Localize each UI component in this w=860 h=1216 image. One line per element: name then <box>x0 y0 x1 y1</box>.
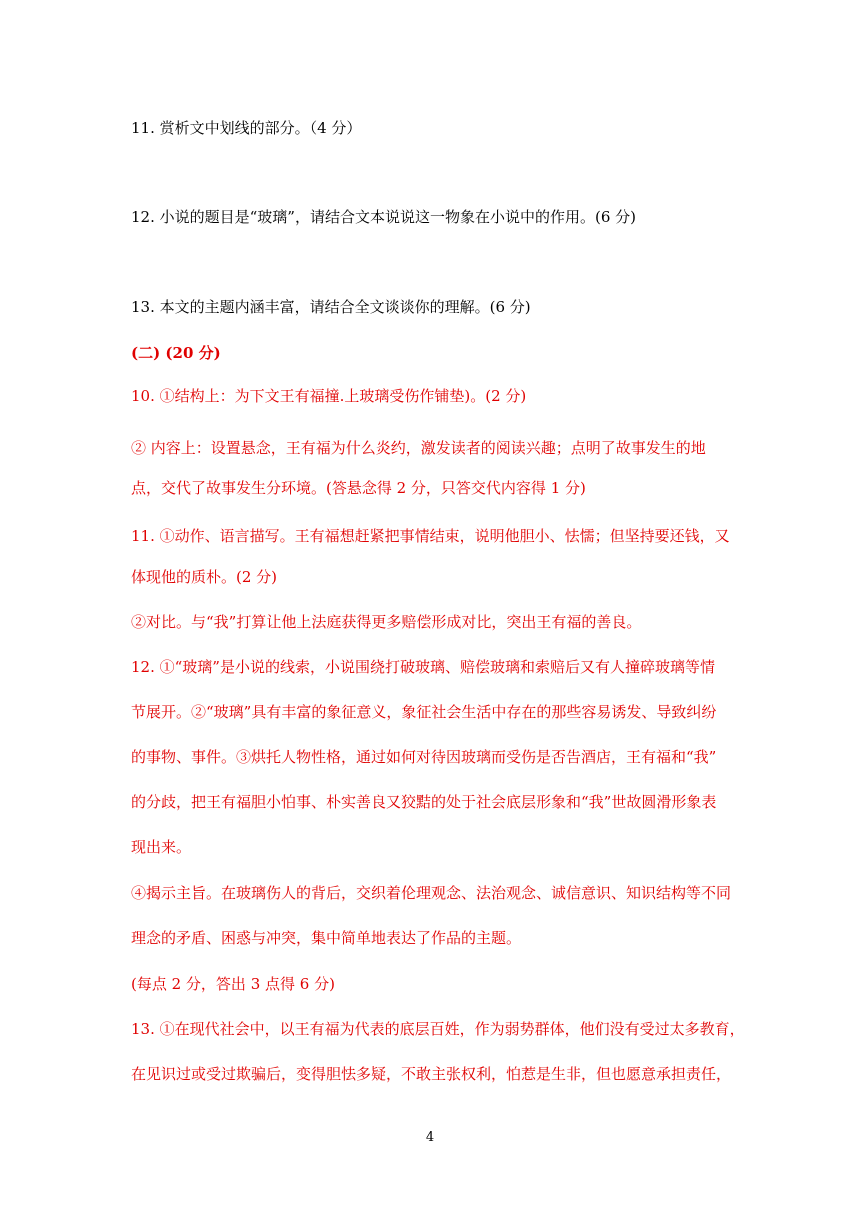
answer-12-line2: 节展开。②“玻璃”具有丰富的象征意义，象征社会生活中存在的那些容易诱发、导致纠纷 <box>131 703 717 721</box>
page-number: 4 <box>425 1130 435 1145</box>
question-13: 13. 本文的主题内涵丰富，请结合全文谈谈你的理解。(6 分) <box>131 298 531 316</box>
answer-11-part1-line1: 11. ①动作、语言描写。王有福想赶紧把事情结束，说明他胆小、怯懦；但坚持要还钱，又 <box>131 527 730 545</box>
answer-11-part1-line2: 体现他的质朴。(2 分) <box>131 568 278 586</box>
answer-12-line4: 的分歧，把王有福胆小怕事、朴实善良又狡黠的处于社会底层形象和“我”世故圆滑形象表 <box>131 793 717 811</box>
answer-11-part2: ②对比。与“我”打算让他上法庭获得更多赔偿形成对比，突出王有福的善良。 <box>131 613 642 631</box>
answer-10-part2-line1: ② 内容上：设置悬念，王有福为什么炎约，激发读者的阅读兴趣；点明了故事发生的地 <box>131 439 706 457</box>
answer-13-line1: 13. ①在现代社会中，以王有福为代表的底层百姓，作为弱势群体，他们没有受过太多教育， <box>131 1020 745 1038</box>
answer-12-scoring: (每点 2 分，答出 3 点得 6 分) <box>131 975 335 993</box>
answer-12-line7: 理念的矛盾、困惑与冲突，集中简单地表达了作品的主题。 <box>131 929 522 947</box>
question-11: 11. 赏析文中划线的部分。（4 分） <box>131 119 362 137</box>
answer-10-part1: 10. ①结构上：为下文王有福撞.上玻璃受伤作铺垫)。(2 分) <box>131 387 527 405</box>
answer-12-line3: 的事物、事件。③烘托人物性格，通过如何对待因玻璃而受伤是否告酒店，王有福和“我” <box>131 748 717 766</box>
answer-13-line2: 在见识过或受过欺骗后，变得胆怯多疑，不敢主张权利，怕惹是生非，但也愿意承担责任， <box>131 1065 732 1083</box>
answer-12-line6: ④揭示主旨。在玻璃伤人的背后，交织着伦理观念、法治观念、诚信意识、知识结构等不同 <box>131 884 732 902</box>
answer-10-part2-line2: 点，交代了故事发生分环境。(答悬念得 2 分，只答交代内容得 1 分) <box>131 479 586 497</box>
answer-section-heading: (二) (20 分) <box>131 344 221 362</box>
question-12: 12. 小说的题目是“玻璃”，请结合文本说说这一物象在小说中的作用。(6 分) <box>131 208 636 226</box>
answer-12-line1: 12. ①“玻璃”是小说的线索，小说围绕打破玻璃、赔偿玻璃和索赔后又有人撞碎玻璃等情 <box>131 658 715 676</box>
answer-12-line5: 现出来。 <box>131 838 192 856</box>
